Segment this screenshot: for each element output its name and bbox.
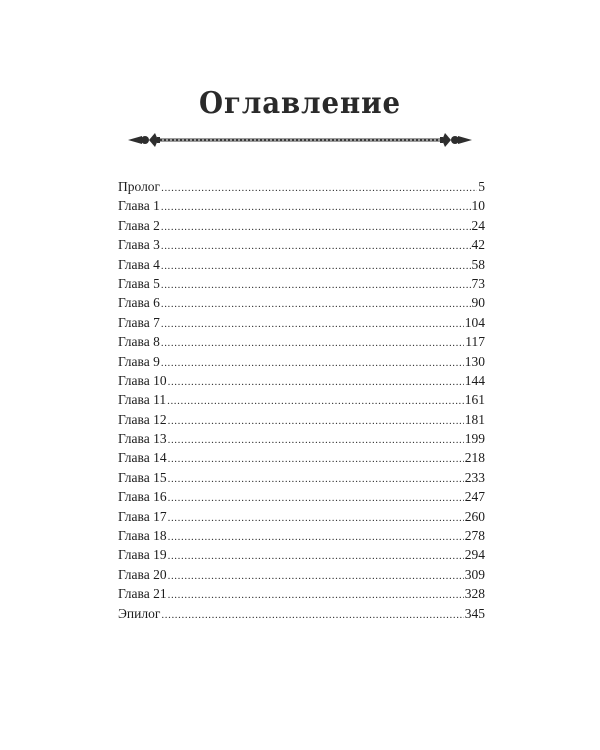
toc-entry-label: Пролог xyxy=(118,179,161,194)
toc-entry[interactable] xyxy=(118,313,485,332)
toc-leader-dots xyxy=(161,334,464,353)
toc-entry-page-number: 199 xyxy=(464,431,485,447)
toc-entry-label: Глава 16 xyxy=(118,489,167,505)
toc-entry-label: Глава 19 xyxy=(118,547,167,563)
toc-entry-label: Глава 21 xyxy=(118,586,167,602)
toc-entry-label: Глава 2 xyxy=(118,217,160,233)
toc-entry[interactable] xyxy=(118,545,485,564)
toc-entry[interactable] xyxy=(118,468,485,487)
toc-leader-dots xyxy=(161,198,471,217)
toc-leader-dots xyxy=(161,276,471,295)
toc-entry-page-number: 144 xyxy=(464,372,485,388)
toc-entry-page-number: 117 xyxy=(465,334,485,350)
toc-leader-dots xyxy=(168,412,464,431)
toc-entry-page-number: 24 xyxy=(471,217,485,233)
toc-entry-label: Глава 4 xyxy=(118,256,160,272)
toc-leader-dots xyxy=(168,470,464,489)
toc-entry-label: Глава 13 xyxy=(118,431,167,447)
toc-entry-label: Глава 8 xyxy=(118,334,160,350)
toc-entry[interactable] xyxy=(118,274,485,293)
toc-leader-dots xyxy=(168,586,464,605)
toc-entry-label: Глава 20 xyxy=(118,566,167,582)
toc-leader-dots xyxy=(161,606,463,625)
table-of-contents xyxy=(118,177,485,623)
toc-entry-label: Глава 11 xyxy=(118,392,167,408)
toc-entry-page-number: 73 xyxy=(471,275,485,291)
toc-leader-dots xyxy=(161,354,464,373)
toc-entry-label: Глава 15 xyxy=(118,469,167,485)
toc-entry-page-number: 90 xyxy=(471,295,485,311)
toc-entry-page-number: 345 xyxy=(464,605,485,621)
toc-leader-dots xyxy=(168,547,464,566)
toc-entry-page-number: 5 xyxy=(478,179,485,194)
toc-entry[interactable] xyxy=(118,332,485,351)
toc-leader-dots xyxy=(161,218,471,237)
toc-entry-page-number: 104 xyxy=(464,314,485,330)
toc-entry[interactable] xyxy=(118,216,485,235)
toc-entry[interactable] xyxy=(118,352,485,371)
toc-entry[interactable] xyxy=(118,604,485,623)
toc-entry[interactable] xyxy=(118,507,485,526)
toc-entry-label: Глава 12 xyxy=(118,411,167,427)
toc-leader-dots xyxy=(167,392,464,411)
toc-entry-label: Глава 18 xyxy=(118,528,167,544)
toc-entry-page-number: 42 xyxy=(471,237,485,253)
toc-leader-dots xyxy=(168,489,464,508)
toc-entry[interactable] xyxy=(118,429,485,448)
toc-entry-label: Глава 9 xyxy=(118,353,160,369)
toc-leader-dots xyxy=(161,257,471,276)
toc-leader-dots xyxy=(168,528,464,547)
toc-leader-dots xyxy=(168,450,464,469)
ornamental-spear-divider-icon xyxy=(128,128,472,152)
toc-entry-label: Глава 14 xyxy=(118,450,167,466)
toc-entry-page-number: 278 xyxy=(464,528,485,544)
toc-entry-page-number: 247 xyxy=(464,489,485,505)
toc-leader-dots xyxy=(168,431,464,450)
toc-entry[interactable] xyxy=(118,584,485,603)
toc-entry-page-number: 260 xyxy=(464,508,485,524)
toc-entry-label: Глава 3 xyxy=(118,237,160,253)
toc-leader-dots xyxy=(161,295,471,314)
toc-entry-page-number: 161 xyxy=(464,392,485,408)
toc-entry[interactable] xyxy=(118,448,485,467)
toc-entry-label: Глава 6 xyxy=(118,295,160,311)
toc-leader-dots xyxy=(168,567,464,586)
toc-entry[interactable] xyxy=(118,390,485,409)
toc-entry-label: Глава 10 xyxy=(118,372,167,388)
toc-entry-label: Эпилог xyxy=(118,605,161,621)
toc-entry[interactable] xyxy=(118,196,485,215)
toc-leader-dots xyxy=(161,237,471,256)
toc-entry-page-number: 218 xyxy=(464,450,485,466)
toc-entry[interactable] xyxy=(118,371,485,390)
toc-entry-page-number: 58 xyxy=(471,256,485,272)
toc-entry-page-number: 328 xyxy=(464,586,485,602)
page-title: Оглавление xyxy=(199,86,401,121)
toc-entry-page-number: 233 xyxy=(464,469,485,485)
toc-leader-dots xyxy=(161,315,464,334)
toc-entry-label: Глава 1 xyxy=(118,198,160,214)
toc-entry[interactable] xyxy=(118,255,485,274)
toc-entry-page-number: 294 xyxy=(464,547,485,563)
toc-entry-page-number: 10 xyxy=(471,198,485,214)
toc-entry-label: Глава 7 xyxy=(118,314,160,330)
toc-entry[interactable] xyxy=(118,526,485,545)
toc-entry[interactable] xyxy=(118,565,485,584)
toc-entry[interactable] xyxy=(118,487,485,506)
toc-entry-label: Глава 17 xyxy=(118,508,167,524)
toc-entry-label: Глава 5 xyxy=(118,275,160,291)
toc-entry-page-number: 309 xyxy=(464,566,485,582)
toc-leader-dots xyxy=(168,509,464,528)
toc-entry-page-number: 181 xyxy=(464,411,485,427)
toc-leader-dots xyxy=(168,373,464,392)
toc-entry[interactable] xyxy=(118,293,485,312)
toc-entry[interactable] xyxy=(118,235,485,254)
toc-entry[interactable] xyxy=(118,410,485,429)
toc-entry[interactable] xyxy=(118,177,485,196)
toc-entry-page-number: 130 xyxy=(464,353,485,369)
toc-leader-dots xyxy=(161,179,477,198)
